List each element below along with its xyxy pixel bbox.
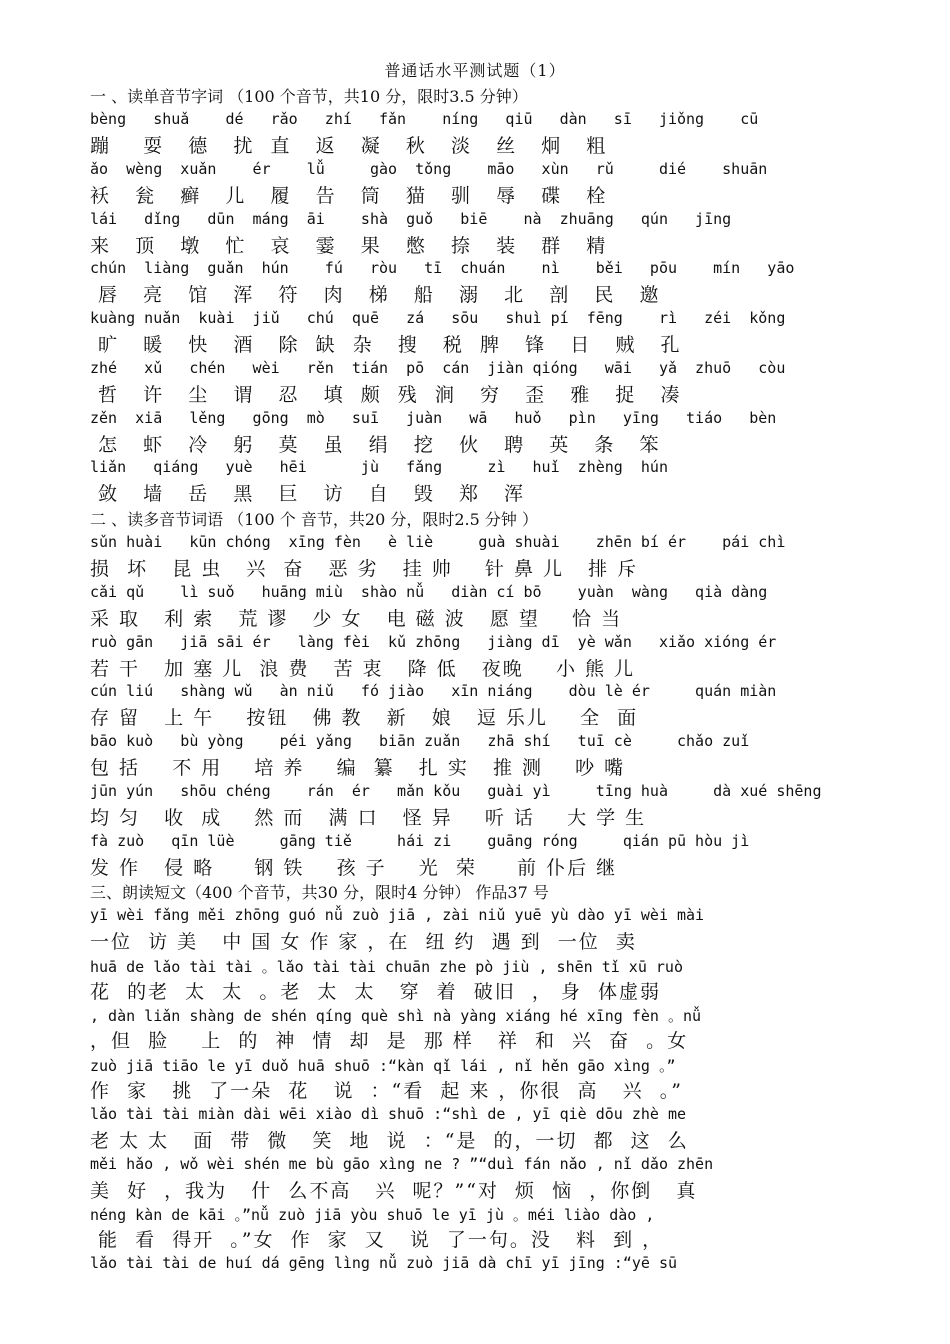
- hanzi-line: 哲 许 尘 谓 忍 填 颇 残 涧 穷 歪 雅 捉 凑: [90, 384, 682, 406]
- hanzi-line: 蹦 耍 德 扰 直 返 凝 秋 淡 丝 炯 粗: [90, 135, 608, 157]
- pinyin-line: cún liú shàng wǔ àn niǔ fó jiào xīn niáng dòu lè ér quán miàn: [90, 682, 777, 700]
- hanzi-line: ，但 脸 上 的 神 情 却 是 那 样 祥 和 兴 奋 。女: [90, 1030, 689, 1052]
- hanzi-line: 花 的老 太 太 。老 太 太 穿 着 破旧 ， 身 体虚弱: [90, 981, 661, 1003]
- pinyin-line: jūn yún shōu chéng rán ér mǎn kǒu guài yì tīng huà dà xué shēng: [90, 782, 822, 800]
- section-3-heading: 三、朗读短文（400 个音节，共30 分，限时4 分钟） 作品37 号: [90, 883, 549, 902]
- pinyin-line: huā de lǎo tài tài 。lǎo tài tài chuān zhe pò jiù , shēn tǐ xū ruò: [90, 958, 683, 976]
- section-1-heading: 一 、读单音节字词 （100 个音节，共10 分，限时3.5 分钟）: [90, 87, 528, 106]
- pinyin-line: yī wèi fǎng měi zhōng guó nǚ zuò jiā , zài niǔ yuē yù dào yī wèi mài: [90, 906, 705, 924]
- hanzi-line: 一位 访 美 中 国 女 作 家 ，在 纽 约 遇 到 一位 卖: [90, 931, 637, 953]
- pinyin-line: sǔn huài kūn chóng xīng fèn è liè guà shuài zhēn bí ér pái chì: [90, 533, 786, 551]
- hanzi-line: 存 留 上 午 按钮 佛 教 新 娘 逗 乐儿 全 面: [90, 707, 639, 729]
- pinyin-line: liǎn qiáng yuè hēi jù fǎng zì huǐ zhèng hún: [90, 458, 668, 476]
- hanzi-line: 发 作 侵 略 钢 铁 孩 子 光 荣 前 仆后 继: [90, 857, 618, 879]
- hanzi-line: 若 干 加 塞 儿 浪 费 苦 衷 降 低 夜晚 小 熊 儿: [90, 658, 636, 680]
- pinyin-line: zěn xiā lěng gōng mò suī juàn wā huǒ pìn yīng tiáo bèn: [90, 409, 777, 427]
- pinyin-line: bèng shuǎ dé rǎo zhí fǎn níng qiū dàn sī jiǒng cū: [90, 110, 759, 128]
- hanzi-line: 来 顶 墩 忙 哀 霎 果 憋 捺 装 群 精: [90, 235, 608, 257]
- pinyin-line: chún liàng guǎn hún fú ròu tī chuán nì běi pōu mín yāo: [90, 259, 795, 277]
- pinyin-line: cǎi qǔ lì suǒ huāng miù shào nǚ diàn cí bō yuàn wàng qià dàng: [90, 583, 768, 601]
- pinyin-line: ǎo wèng xuǎn ér lǚ gào tǒng māo xùn rǔ dié shuān: [90, 160, 768, 178]
- hanzi-line: 能 看 得开 。”女 作 家 又 说 了一句。没 料 到 ，: [90, 1229, 664, 1251]
- hanzi-line: 袄 瓮 癣 儿 履 告 筒 猫 驯 辱 碟 栓: [90, 185, 608, 207]
- pinyin-line: ruò gān jiā sāi ér làng fèi kǔ zhōng jiàng dī yè wǎn xiǎo xióng ér: [90, 633, 777, 651]
- pinyin-line: néng kàn de kāi 。”nǚ zuò jiā yòu shuō le yī jù 。méi liào dào ,: [90, 1206, 655, 1224]
- pinyin-line: zhé xǔ chén wèi rěn tián pō cán jiàn qióng wāi yǎ zhuō còu: [90, 359, 786, 377]
- hanzi-line: 包 括 不 用 培 养 编 纂 扎 实 推 测 吵 嘴: [90, 757, 626, 779]
- hanzi-line: 作 家 挑 了一朵 花 说 ：“看 起 来 ，你很 高 兴 。”: [90, 1080, 683, 1102]
- pinyin-line: fà zuò qīn lüè gāng tiě hái zi guāng róng qián pū hòu jì: [90, 832, 750, 850]
- hanzi-line: 怎 虾 冷 躬 莫 虽 绢 挖 伙 聘 英 条 笨: [90, 434, 661, 456]
- pinyin-line: , dàn liǎn shàng de shén qíng què shì nà yàng xiáng hé xīng fèn 。nǚ: [90, 1007, 702, 1025]
- hanzi-line: 均 匀 收 成 然 而 满 口 怪 异 听 话 大 学 生: [90, 807, 647, 829]
- hanzi-line: 美 好 ，我为 什 么不高 兴 呢？”“对 烦 恼 ，你倒 真: [90, 1180, 698, 1202]
- pinyin-line: kuàng nuǎn kuài jiǔ chú quē zá sōu shuì pí fēng rì zéi kǒng: [90, 309, 786, 327]
- hanzi-line: 敛 墙 岳 黑 巨 访 自 毁 郑 浑: [90, 483, 526, 505]
- section-2-heading: 二 、读多音节词语 （100 个 音节，共20 分，限时2.5 分钟 ）: [90, 510, 538, 529]
- hanzi-line: 唇 亮 馆 浑 符 肉 梯 船 溺 北 剖 民 邀: [90, 284, 661, 306]
- pinyin-line: bāo kuò bù yòng péi yǎng biān zuǎn zhā shí tuī cè chǎo zuǐ: [90, 732, 750, 750]
- pinyin-line: zuò jiā tiāo le yī duǒ huā shuō :“kàn qǐ lái , nǐ hěn gāo xìng 。”: [90, 1057, 676, 1075]
- pinyin-line: měi hǎo , wǒ wèi shén me bù gāo xìng ne ? ”“duì fán nǎo , nǐ dǎo zhēn: [90, 1155, 714, 1173]
- page-title: 普通话水平测试题（1）: [384, 61, 566, 80]
- hanzi-line: 旷 暖 快 酒 除 缺 杂 搜 税 脾 锋 日 贼 孔: [90, 334, 682, 356]
- pinyin-line: lǎo tài tài de huí dá gēng lìng nǚ zuò jiā dà chī yī jīng :“yē sū: [90, 1254, 677, 1272]
- pinyin-line: lǎo tài tài miàn dài wēi xiào dì shuō :“shì de , yī qiè dōu zhè me: [90, 1105, 687, 1123]
- hanzi-line: 损 坏 昆 虫 兴 奋 恶 劣 挂 帅 针 鼻 儿 排 斥: [90, 558, 639, 580]
- hanzi-line: 老 太 太 面 带 微 笑 地 说 ：“是 的，一切 都 这 么: [90, 1130, 689, 1152]
- hanzi-line: 采 取 利 索 荒 谬 少 女 电 磁 波 愿 望 恰 当: [90, 608, 623, 630]
- pinyin-line: lái dǐng dūn máng āi shà guǒ biē nà zhuāng qún jīng: [90, 210, 732, 228]
